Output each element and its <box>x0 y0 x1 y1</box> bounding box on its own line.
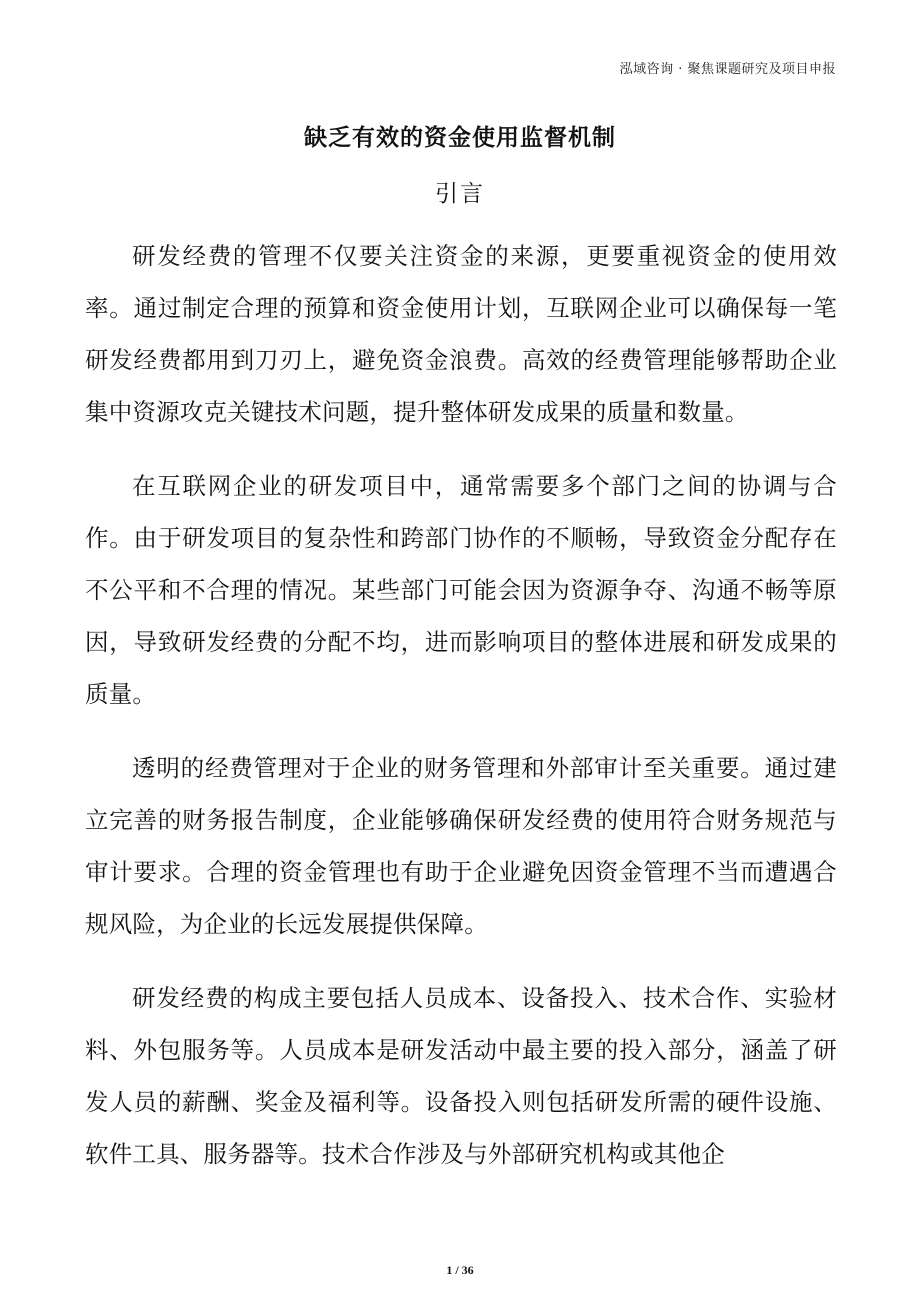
paragraph: 透明的经费管理对于企业的财务管理和外部审计至关重要。通过建立完善的财务报告制度，企业能够确保研发经费的使用符合财务规范与审计要求。合理的资金管理也有助于企业避免因资金管理不当而遭遇合规风险，为企业的长远发展提供保障。 <box>85 754 837 938</box>
document-title: 缺乏有效的资金使用监督机制 <box>304 125 616 151</box>
body-text <box>85 230 837 1202</box>
header-note: 泓域咨询 · 聚焦课题研究及项目申报 <box>619 62 836 77</box>
page-number: 1 / 36 <box>446 1263 474 1277</box>
paragraph: 研发经费的构成主要包括人员成本、设备投入、技术合作、实验材料、外包服务等。人员成本是研发活动中最主要的投入部分，涵盖了研发人员的薪酬、奖金及福利等。设备投入则包括研发所需的硬件设施、软件工具、服务器等。技术合作涉及与外部研究机构或其他企 <box>85 984 837 1168</box>
section-heading-introduction: 引言 <box>435 181 485 207</box>
paragraph: 在互联网企业的研发项目中，通常需要多个部门之间的协调与合作。由于研发项目的复杂性和跨部门协作的不顺畅，导致资金分配存在不公平和不合理的情况。某些部门可能会因为资源争夺、沟通不畅等原因，导致研发经费的分配不均，进而影响项目的整体进展和研发成果的质量。 <box>85 472 837 708</box>
paragraph: 研发经费的管理不仅要关注资金的来源，更要重视资金的使用效率。通过制定合理的预算和资金使用计划，互联网企业可以确保每一笔研发经费都用到刀刃上，避免资金浪费。高效的经费管理能够帮助企业集中资源攻克关键技术问题，提升整体研发成果的质量和数量。 <box>85 242 837 426</box>
